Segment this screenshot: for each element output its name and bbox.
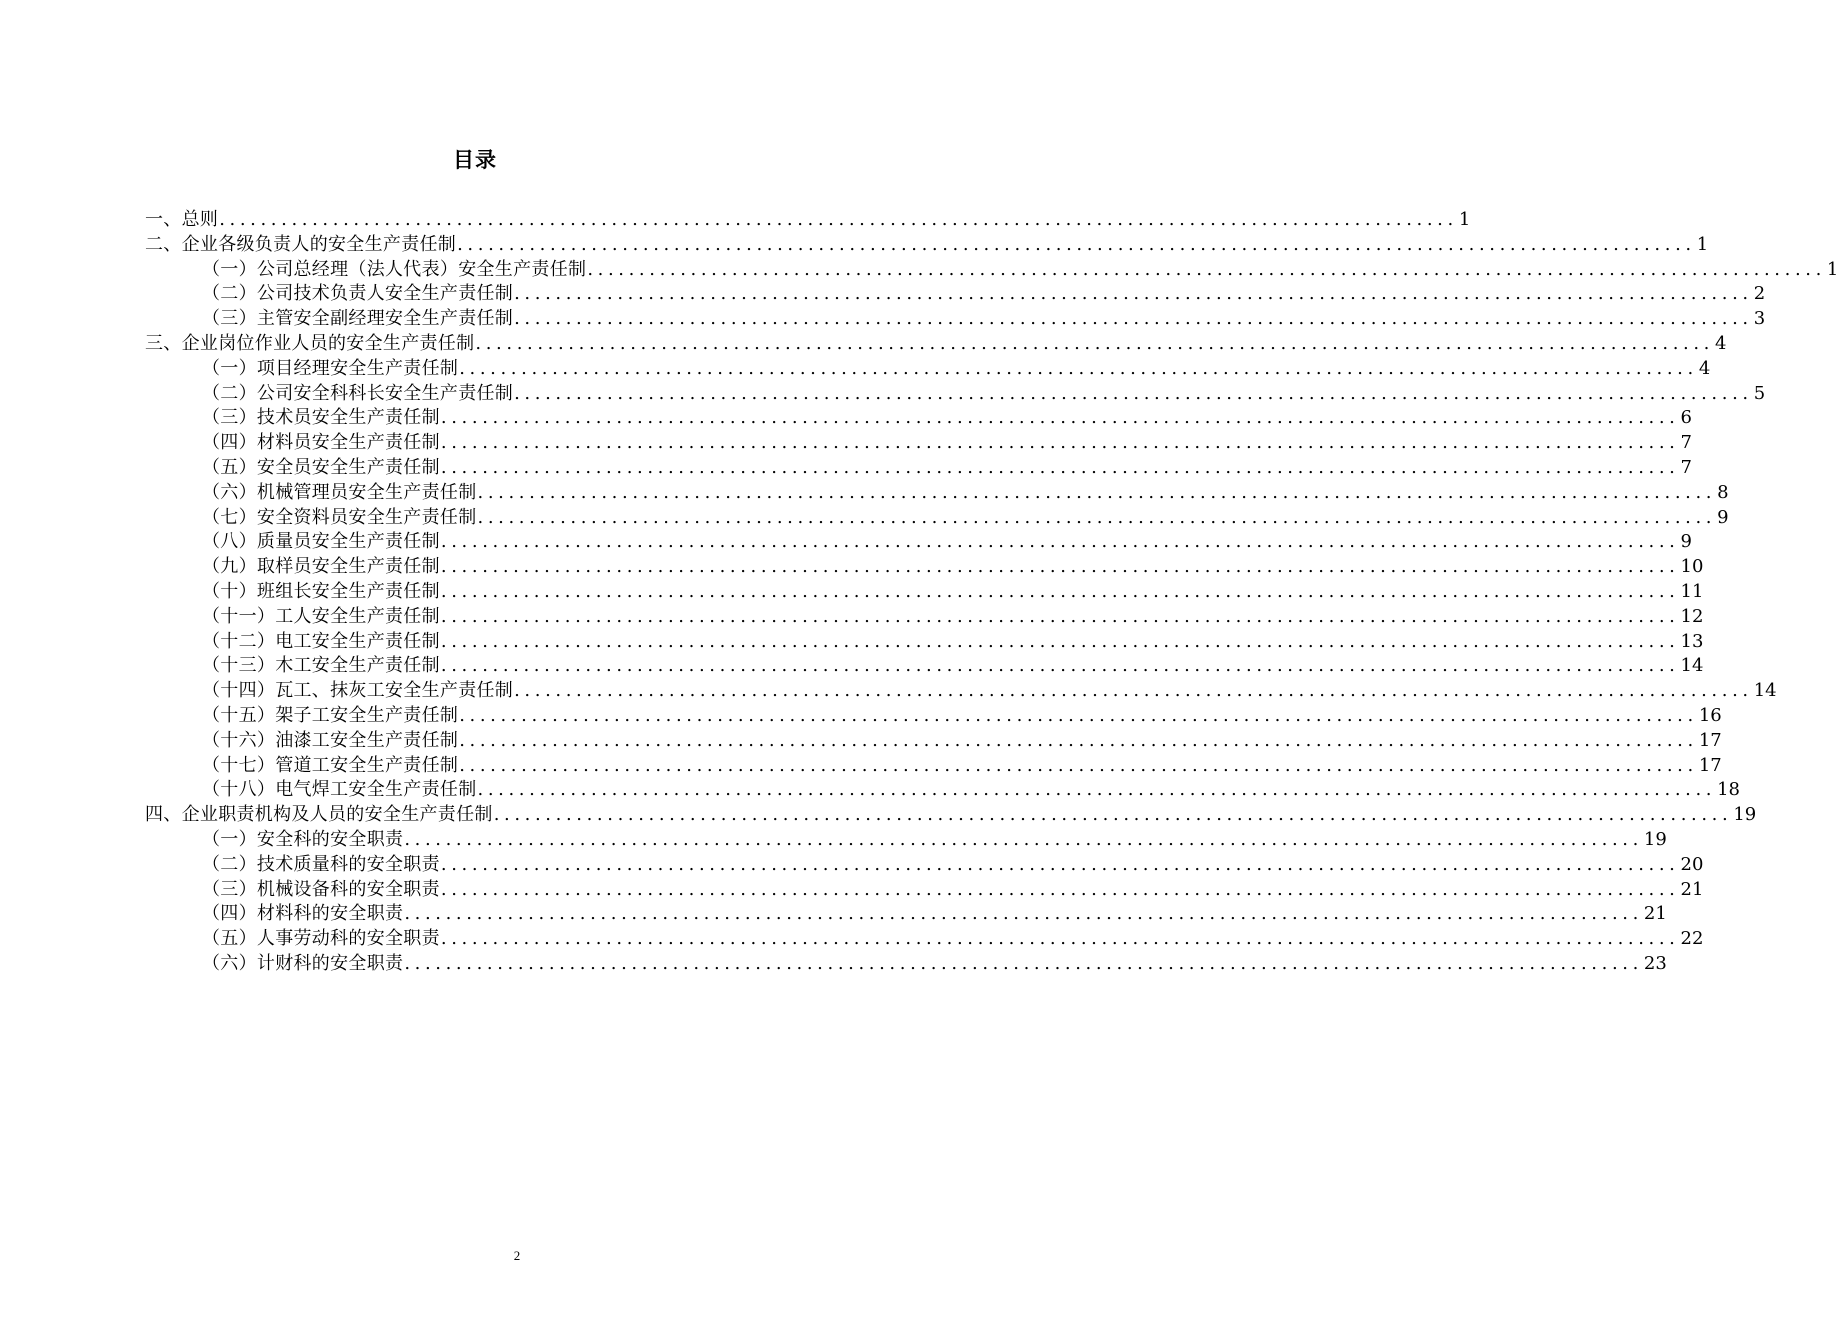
toc-dot-leader: ........................................................................................................................ (440, 878, 1680, 900)
toc-entry-label: 二、企业各级负责人的安全生产责任制 (145, 233, 457, 255)
toc-entry-page-number: 9 (1680, 531, 1692, 553)
toc-dot-leader: ........................................................................................................................ (514, 308, 1753, 330)
toc-entry-page-number: 11 (1680, 580, 1704, 602)
toc-dot-leader: ........................................................................................................................ (514, 680, 1753, 702)
table-of-contents (145, 208, 1838, 977)
toc-dot-leader: ........................................................................................................................ (459, 704, 1698, 726)
toc-entry-label: （十二）电工安全生产责任制 (202, 630, 440, 652)
toc-dot-leader: ........................................................................................................................ (404, 903, 1643, 925)
toc-subsection-entry[interactable] (145, 630, 1704, 655)
toc-entry-label: （十四）瓦工、抹灰工安全生产责任制 (202, 680, 514, 702)
toc-entry-label: （九）取样员安全生产责任制 (202, 556, 440, 578)
toc-subsection-entry[interactable] (145, 729, 1722, 754)
toc-entry-page-number: 1 (1696, 233, 1709, 255)
toc-entry-label: （一）安全科的安全职责 (202, 828, 404, 850)
toc-entry-label: （十）班组长安全生产责任制 (202, 580, 440, 602)
toc-entry-page-number: 10 (1680, 556, 1704, 578)
toc-dot-leader: ........................................................................................................................ (459, 729, 1698, 751)
toc-dot-leader: ........................................................................................................................ (440, 655, 1680, 677)
toc-entry-page-number: 12 (1680, 605, 1704, 627)
toc-entry-label: （十七）管道工安全生产责任制 (202, 754, 459, 776)
toc-subsection-entry[interactable] (145, 927, 1704, 952)
toc-subsection-entry[interactable] (145, 555, 1704, 580)
toc-entry-page-number: 17 (1698, 754, 1722, 776)
toc-entry-page-number: 9 (1717, 506, 1729, 528)
toc-subsection-entry[interactable] (145, 902, 1667, 927)
toc-section-entry[interactable] (145, 332, 1727, 357)
toc-entry-label: 四、企业职责机构及人员的安全生产责任制 (145, 804, 493, 826)
toc-subsection-entry[interactable] (145, 530, 1692, 555)
toc-subsection-entry[interactable] (145, 878, 1704, 903)
toc-subsection-entry[interactable] (145, 481, 1729, 506)
toc-dot-leader: ........................................................................................................................ (475, 332, 1715, 354)
toc-dot-leader: ........................................................................................................................ (477, 779, 1717, 801)
toc-entry-label: （二）公司安全科科长安全生产责任制 (202, 382, 514, 404)
toc-entry-page-number: 13 (1680, 630, 1704, 652)
toc-entry-label: （十一）工人安全生产责任制 (202, 605, 440, 627)
toc-subsection-entry[interactable] (145, 654, 1704, 679)
toc-entry-page-number: 21 (1643, 903, 1667, 925)
page-number: 2 (513, 1248, 521, 1263)
toc-entry-label: （三）主管安全副经理安全生产责任制 (202, 308, 514, 330)
toc-dot-leader: ........................................................................................................................ (440, 531, 1680, 553)
toc-entry-label: （六）计财科的安全职责 (202, 952, 404, 974)
toc-dot-leader: ........................................................................................................................ (514, 283, 1753, 305)
toc-subsection-entry[interactable] (145, 704, 1722, 729)
toc-subsection-entry[interactable] (145, 406, 1692, 431)
toc-subsection-entry[interactable] (145, 307, 1766, 332)
toc-subsection-entry[interactable] (145, 605, 1704, 630)
toc-section-entry[interactable] (145, 803, 1757, 828)
toc-dot-leader: ........................................................................................................................ (440, 432, 1680, 454)
toc-entry-page-number: 1 (1826, 258, 1838, 280)
toc-entry-page-number: 16 (1698, 704, 1722, 726)
toc-subsection-entry[interactable] (145, 456, 1692, 481)
toc-entry-page-number: 23 (1643, 952, 1667, 974)
toc-entry-label: 三、企业岗位作业人员的安全生产责任制 (145, 332, 475, 354)
toc-entry-label: （六）机械管理员安全生产责任制 (202, 481, 477, 503)
toc-entry-label: （三）技术员安全生产责任制 (202, 407, 440, 429)
toc-entry-page-number: 6 (1680, 407, 1692, 429)
toc-dot-leader: ........................................................................................................................ (440, 580, 1680, 602)
toc-entry-label: （十八）电气焊工安全生产责任制 (202, 779, 477, 801)
toc-dot-leader: ........................................................................................................................ (587, 258, 1826, 280)
toc-entry-label: 一、总则 (145, 209, 219, 230)
toc-entry-page-number: 3 (1753, 308, 1766, 330)
toc-entry-label: （五）人事劳动科的安全职责 (202, 928, 440, 950)
toc-dot-leader: ........................................................................................................................ (477, 481, 1717, 503)
toc-subsection-entry[interactable] (145, 754, 1722, 779)
toc-entry-page-number: 21 (1680, 878, 1704, 900)
toc-dot-leader: ........................................................................................................................ (404, 828, 1643, 850)
toc-dot-leader: ........................................................................................................................ (219, 209, 1458, 230)
toc-entry-page-number: 1 (1458, 209, 1471, 230)
toc-dot-leader: ........................................................................................................................ (440, 556, 1680, 578)
toc-dot-leader: ........................................................................................................................ (514, 382, 1753, 404)
toc-entry-page-number: 18 (1717, 779, 1741, 801)
toc-entry-page-number: 14 (1753, 680, 1777, 702)
toc-dot-leader: ........................................................................................................................ (459, 754, 1698, 776)
toc-entry-page-number: 19 (1643, 828, 1667, 850)
toc-entry-label: （三）机械设备科的安全职责 (202, 878, 440, 900)
toc-dot-leader: ........................................................................................................................ (440, 605, 1680, 627)
toc-subsection-entry[interactable] (145, 506, 1729, 531)
toc-subsection-entry[interactable] (145, 382, 1766, 407)
toc-subsection-entry[interactable] (145, 828, 1667, 853)
toc-dot-leader: ........................................................................................................................ (457, 233, 1696, 255)
toc-dot-leader: ........................................................................................................................ (440, 630, 1680, 652)
toc-entry-page-number: 4 (1715, 332, 1727, 354)
toc-entry-page-number: 7 (1680, 432, 1692, 454)
toc-section-entry[interactable] (145, 233, 1709, 258)
toc-entry-label: （二）公司技术负责人安全生产责任制 (202, 283, 514, 305)
toc-entry-page-number: 5 (1753, 382, 1766, 404)
toc-entry-page-number: 19 (1733, 804, 1757, 826)
toc-dot-leader: ........................................................................................................................ (404, 952, 1643, 974)
toc-dot-leader: ........................................................................................................................ (493, 804, 1733, 826)
toc-subsection-entry[interactable] (145, 778, 1741, 803)
toc-entry-label: （四）材料员安全生产责任制 (202, 432, 440, 454)
toc-entry-label: （四）材料科的安全职责 (202, 903, 404, 925)
toc-subsection-entry[interactable] (145, 952, 1667, 977)
toc-dot-leader: ........................................................................................................................ (477, 506, 1717, 528)
toc-subsection-entry[interactable] (145, 580, 1704, 605)
toc-entry-page-number: 14 (1680, 655, 1704, 677)
toc-entry-label: （十六）油漆工安全生产责任制 (202, 729, 459, 751)
toc-entry-label: （十五）架子工安全生产责任制 (202, 704, 459, 726)
toc-entry-page-number: 17 (1698, 729, 1722, 751)
toc-entry-page-number: 2 (1753, 283, 1766, 305)
toc-dot-leader: ........................................................................................................................ (459, 357, 1698, 379)
toc-entry-label: （一）公司总经理（法人代表）安全生产责任制 (202, 258, 587, 280)
toc-entry-page-number: 8 (1717, 481, 1729, 503)
toc-subsection-entry[interactable] (145, 679, 1777, 704)
toc-entry-page-number: 4 (1698, 357, 1711, 379)
toc-entry-label: （十三）木工安全生产责任制 (202, 655, 440, 677)
toc-entry-label: （一）项目经理安全生产责任制 (202, 357, 459, 379)
toc-dot-leader: ........................................................................................................................ (440, 853, 1680, 875)
toc-section-entry[interactable] (145, 208, 1471, 233)
toc-entry-page-number: 7 (1680, 456, 1692, 478)
toc-subsection-entry[interactable] (145, 853, 1704, 878)
toc-entry-page-number: 20 (1680, 853, 1704, 875)
toc-entry-label: （七）安全资料员安全生产责任制 (202, 506, 477, 528)
toc-entry-label: （八）质量员安全生产责任制 (202, 531, 440, 553)
toc-subsection-entry[interactable] (145, 258, 1838, 283)
toc-subsection-entry[interactable] (145, 357, 1711, 382)
toc-entry-page-number: 22 (1680, 928, 1704, 950)
toc-entry-label: （二）技术质量科的安全职责 (202, 853, 440, 875)
toc-subsection-entry[interactable] (145, 431, 1692, 456)
toc-dot-leader: ........................................................................................................................ (440, 928, 1680, 950)
toc-subsection-entry[interactable] (145, 282, 1766, 307)
toc-title: 目录 (453, 148, 497, 172)
toc-dot-leader: ........................................................................................................................ (440, 407, 1680, 429)
toc-dot-leader: ........................................................................................................................ (440, 456, 1680, 478)
toc-entry-label: （五）安全员安全生产责任制 (202, 456, 440, 478)
